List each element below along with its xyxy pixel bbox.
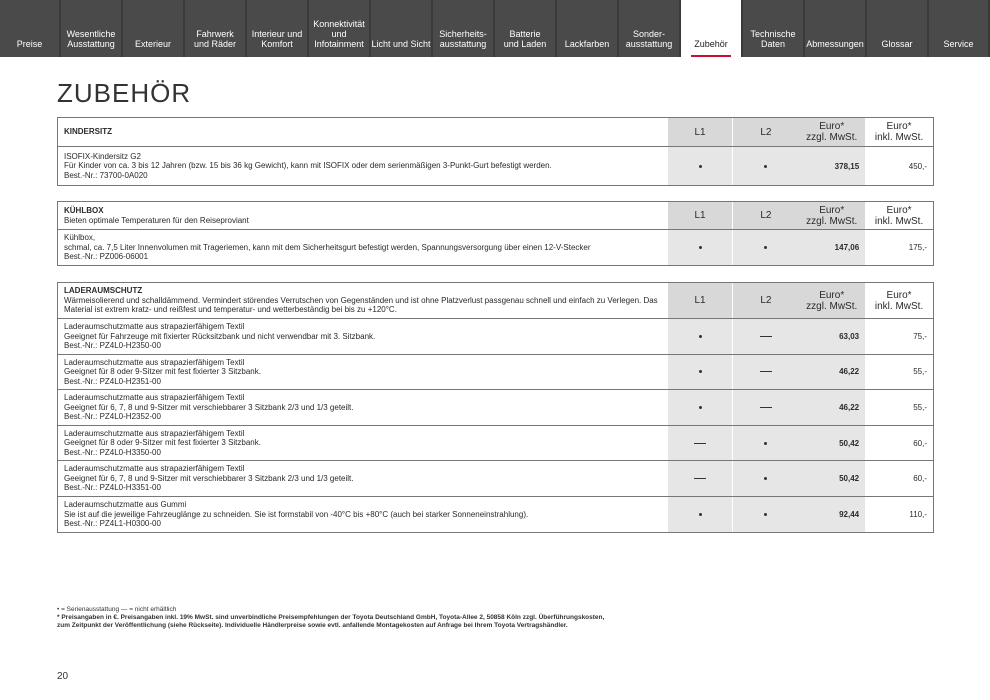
not-available-mark-icon bbox=[694, 443, 706, 444]
table-row bbox=[58, 354, 933, 390]
standard-mark-icon bbox=[699, 246, 702, 249]
footnotes bbox=[57, 606, 617, 630]
product-name: Laderaumschutzmatte aus strapazierfähigem Textil bbox=[64, 428, 245, 438]
cell-price-excl-vat: 378,15 bbox=[798, 147, 865, 185]
standard-mark-icon bbox=[699, 513, 702, 516]
order-number: Best.-Nr.: PZ006-06001 bbox=[64, 252, 149, 262]
product-description: Geeignet für 6, 7, 8 und 9-Sitzer mit verschiebbarer 3 Sitzbank 2/3 und 1/3 geteilt. bbox=[64, 402, 354, 412]
cell-price-incl-vat: 60,- bbox=[913, 438, 927, 448]
order-number: Best.-Nr.: PZ4L0-H2352-00 bbox=[64, 412, 161, 422]
product-name: Laderaumschutzmatte aus strapazierfähigem Textil bbox=[64, 357, 245, 367]
nav-tab-label: Exterieur bbox=[134, 39, 171, 49]
table-row bbox=[58, 496, 933, 532]
legend-note: • = Serienausstattung — = nicht erhältlich bbox=[57, 606, 177, 613]
table-row bbox=[58, 229, 933, 265]
standard-mark-icon bbox=[699, 335, 702, 338]
col-header-l2: L2 bbox=[732, 118, 798, 146]
table-header-row bbox=[58, 118, 933, 146]
cell-l2 bbox=[732, 355, 798, 390]
cell-l1 bbox=[667, 147, 733, 185]
cell-price-excl-vat: 50,42 bbox=[798, 461, 865, 496]
cell-l1 bbox=[667, 319, 733, 354]
cell-l1 bbox=[667, 461, 733, 496]
cell-l1 bbox=[667, 426, 733, 461]
product-name: Laderaumschutzmatte aus strapazierfähigem Textil bbox=[64, 464, 245, 474]
category-description: Bieten optimale Temperaturen für den Reiseproviant bbox=[64, 215, 249, 225]
col-header-l2: L2 bbox=[732, 283, 798, 318]
order-number: Best.-Nr.: PZ4L0-H2351-00 bbox=[64, 376, 161, 386]
nav-tab-label: Lackfarben bbox=[564, 39, 610, 49]
col-header-price-excl-vat: Euro* zzgl. MwSt. bbox=[798, 118, 865, 146]
table-row bbox=[58, 389, 933, 425]
cell-l2 bbox=[732, 147, 798, 185]
not-available-mark-icon bbox=[694, 478, 706, 479]
table-kindersitz bbox=[57, 117, 934, 186]
standard-mark-icon bbox=[699, 370, 702, 373]
nav-tab-wesentliche-ausstattung[interactable] bbox=[61, 0, 121, 57]
not-available-mark-icon bbox=[760, 371, 772, 372]
cell-price-excl-vat: 46,22 bbox=[798, 355, 865, 390]
table-row bbox=[58, 318, 933, 354]
category-title: KINDERSITZ bbox=[64, 127, 112, 137]
standard-mark-icon bbox=[699, 406, 702, 409]
standard-mark-icon bbox=[764, 477, 767, 480]
table-header-row bbox=[58, 283, 933, 318]
nav-tab-interieur-und-komfort[interactable] bbox=[247, 0, 307, 57]
product-name: Laderaumschutzmatte aus Gummi bbox=[64, 500, 187, 510]
standard-mark-icon bbox=[764, 246, 767, 249]
nav-tab-preise[interactable] bbox=[0, 0, 59, 57]
order-number: Best.-Nr.: PZ4L0-H3350-00 bbox=[64, 447, 161, 457]
nav-tab-sicherheits-ausstattung[interactable] bbox=[433, 0, 493, 57]
category-title: LADERAUMSCHUTZ bbox=[64, 286, 143, 296]
product-name: Laderaumschutzmatte aus strapazierfähigem Textil bbox=[64, 393, 245, 403]
cell-l2 bbox=[732, 461, 798, 496]
cell-price-excl-vat: 63,03 bbox=[798, 319, 865, 354]
nav-tab-konnektivität-und-infotainment[interactable] bbox=[309, 0, 369, 57]
order-number: Best.-Nr.: PZ4L0-H3351-00 bbox=[64, 483, 161, 493]
nav-tab-zubehör[interactable] bbox=[681, 0, 741, 57]
table-header-row bbox=[58, 202, 933, 229]
cell-l1 bbox=[667, 355, 733, 390]
top-navigation bbox=[0, 0, 990, 57]
product-name: ISOFIX-Kindersitz G2 bbox=[64, 151, 141, 161]
nav-tab-label: Licht und Sicht bbox=[371, 39, 431, 49]
nav-tab-label: Sicherheits- ausstattung bbox=[439, 29, 487, 49]
cell-price-excl-vat: 46,22 bbox=[798, 390, 865, 425]
table-row bbox=[58, 146, 933, 185]
nav-tab-label: Abmessungen bbox=[806, 39, 864, 49]
nav-tab-label: Konnektivität und Infotainment bbox=[313, 19, 365, 49]
cell-l2 bbox=[732, 319, 798, 354]
table-laderaumschutz bbox=[57, 282, 934, 533]
nav-tab-label: Zubehör bbox=[694, 39, 728, 49]
cell-price-incl-vat: 55,- bbox=[913, 367, 927, 377]
nav-tab-label: Sonder- ausstattung bbox=[625, 29, 673, 49]
product-description: Sie ist auf die jeweilige Fahrzeuglänge zu schneiden. Sie ist formstabil von -40°C bis +80°C (auch bei starker Sonneneinstrahlung). bbox=[64, 509, 529, 519]
nav-tab-label: Glossar bbox=[881, 39, 913, 49]
product-description: Geeignet für 6, 7, 8 und 9-Sitzer mit verschiebbarer 3 Sitzbank 2/3 und 1/3 geteilt. bbox=[64, 473, 354, 483]
cell-price-incl-vat: 60,- bbox=[913, 474, 927, 484]
nav-tab-batterie-und-laden[interactable] bbox=[495, 0, 555, 57]
cell-l1 bbox=[667, 497, 733, 532]
table-row bbox=[58, 460, 933, 496]
nav-tab-service[interactable] bbox=[929, 0, 988, 57]
cell-l2 bbox=[732, 426, 798, 461]
cell-l2 bbox=[732, 390, 798, 425]
standard-mark-icon bbox=[699, 165, 702, 168]
cell-price-excl-vat: 147,06 bbox=[798, 230, 865, 265]
nav-tab-technische-daten[interactable] bbox=[743, 0, 803, 57]
standard-mark-icon bbox=[764, 513, 767, 516]
col-header-l2: L2 bbox=[732, 202, 798, 229]
nav-tab-exterieur[interactable] bbox=[123, 0, 183, 57]
nav-tab-glossar[interactable] bbox=[867, 0, 927, 57]
cell-price-incl-vat: 110,- bbox=[909, 509, 927, 519]
cell-l1 bbox=[667, 390, 733, 425]
category-description: Wärmeisolierend und schalldämmend. Vermindert störendes Verrutschen von Gegenständen und ist ohne Platzverlust passgenau schnell und einfach zu Verlegen. Das Material ist extrem kratz- und reißfest und temperatur- und wetterbeständig bei bis zu +120°C. bbox=[64, 295, 658, 315]
col-header-price-excl-vat: Euro* zzgl. MwSt. bbox=[798, 202, 865, 229]
table-row bbox=[58, 425, 933, 461]
product-description: Für Kinder von ca. 3 bis 12 Jahren (bzw. 15 bis 36 kg Gewicht), kann mit ISOFIX oder dem serienmäßigen 3-Punkt-Gurt befestigt werden. bbox=[64, 161, 552, 171]
col-header-price-incl-vat: Euro* inkl. MwSt. bbox=[874, 289, 924, 312]
cell-price-excl-vat: 50,42 bbox=[798, 426, 865, 461]
col-header-price-incl-vat: Euro* inkl. MwSt. bbox=[874, 121, 924, 143]
col-header-l1: L1 bbox=[667, 283, 733, 318]
nav-tab-label: Preise bbox=[16, 39, 43, 49]
col-header-l1: L1 bbox=[667, 202, 733, 229]
cell-price-incl-vat: 450,- bbox=[908, 161, 927, 171]
product-name: Kühlbox, bbox=[64, 233, 96, 243]
page-number: 20 bbox=[57, 671, 69, 682]
nav-tab-label: Fahrwerk und Räder bbox=[193, 29, 237, 49]
nav-tab-licht-und-sicht[interactable] bbox=[371, 0, 431, 57]
cell-l2 bbox=[732, 230, 798, 265]
table-kühlbox bbox=[57, 201, 934, 266]
cell-l1 bbox=[667, 230, 733, 265]
product-name: Laderaumschutzmatte aus strapazierfähigem Textil bbox=[64, 322, 245, 332]
standard-mark-icon bbox=[764, 442, 767, 445]
nav-tab-label: Batterie und Laden bbox=[503, 29, 547, 49]
col-header-price-excl-vat: Euro* zzgl. MwSt. bbox=[798, 283, 865, 318]
nav-tab-lackfarben[interactable] bbox=[557, 0, 617, 57]
price-note: * Preisangaben in €. Preisangaben inkl. 19% MwSt. sind unverbindliche Preisempfehlungen der Toyota Deutschland GmbH, Toyota-Allee 2, 50858 Köln zzgl. Überführungskosten, zum Zeitpunkt der Veröffentlichung (siehe Rückseite). Individuelle Händlerpreise sowie evtl. anfallende Montagekosten auf Anfrage bei Ihrem Toyota Vertragshändler. bbox=[57, 614, 605, 629]
col-header-price-incl-vat: Euro* inkl. MwSt. bbox=[874, 204, 924, 227]
nav-tab-label: Interieur und Komfort bbox=[251, 29, 303, 49]
nav-tab-label: Wesentliche Ausstattung bbox=[66, 29, 116, 49]
col-header-l1: L1 bbox=[667, 118, 733, 146]
nav-tab-abmessungen[interactable] bbox=[805, 0, 865, 57]
not-available-mark-icon bbox=[760, 407, 772, 408]
category-title: KÜHLBOX bbox=[64, 206, 104, 215]
cell-price-incl-vat: 55,- bbox=[913, 402, 927, 412]
nav-tab-label: Technische Daten bbox=[750, 29, 796, 49]
nav-tab-fahrwerk-und-räder[interactable] bbox=[185, 0, 245, 57]
page-title: ZUBEHÖR bbox=[57, 78, 192, 108]
cell-price-excl-vat: 92,44 bbox=[798, 497, 865, 532]
cell-price-incl-vat: 75,- bbox=[913, 331, 927, 341]
cell-price-incl-vat: 175,- bbox=[908, 243, 927, 252]
order-number: Best.-Nr.: PZ4L1-H0300-00 bbox=[64, 519, 161, 529]
product-description: Geeignet für 8 oder 9-Sitzer mit fest fixierter 3 Sitzbank. bbox=[64, 367, 261, 377]
product-description: Geeignet für Fahrzeuge mit fixierter Rücksitzbank und nicht verwendbar mit 3. Sitzbank. bbox=[64, 331, 376, 341]
order-number: Best.-Nr.: 73700-0A020 bbox=[64, 170, 148, 180]
order-number: Best.-Nr.: PZ4L0-H2350-00 bbox=[64, 341, 161, 351]
standard-mark-icon bbox=[764, 165, 767, 168]
product-description: Geeignet für 8 oder 9-Sitzer mit fest fixierter 3 Sitzbank. bbox=[64, 438, 261, 448]
cell-l2 bbox=[732, 497, 798, 532]
not-available-mark-icon bbox=[760, 336, 772, 337]
product-description: schmal, ca. 7,5 Liter Innenvolumen mit Trageriemen, kann mit dem Sicherheitsgurt befestigt werden, Spannungsversorgung über einen 12-V-Stecker bbox=[64, 242, 591, 252]
nav-tab-label: Service bbox=[943, 39, 974, 49]
nav-tab-sonder-ausstattung[interactable] bbox=[619, 0, 679, 57]
